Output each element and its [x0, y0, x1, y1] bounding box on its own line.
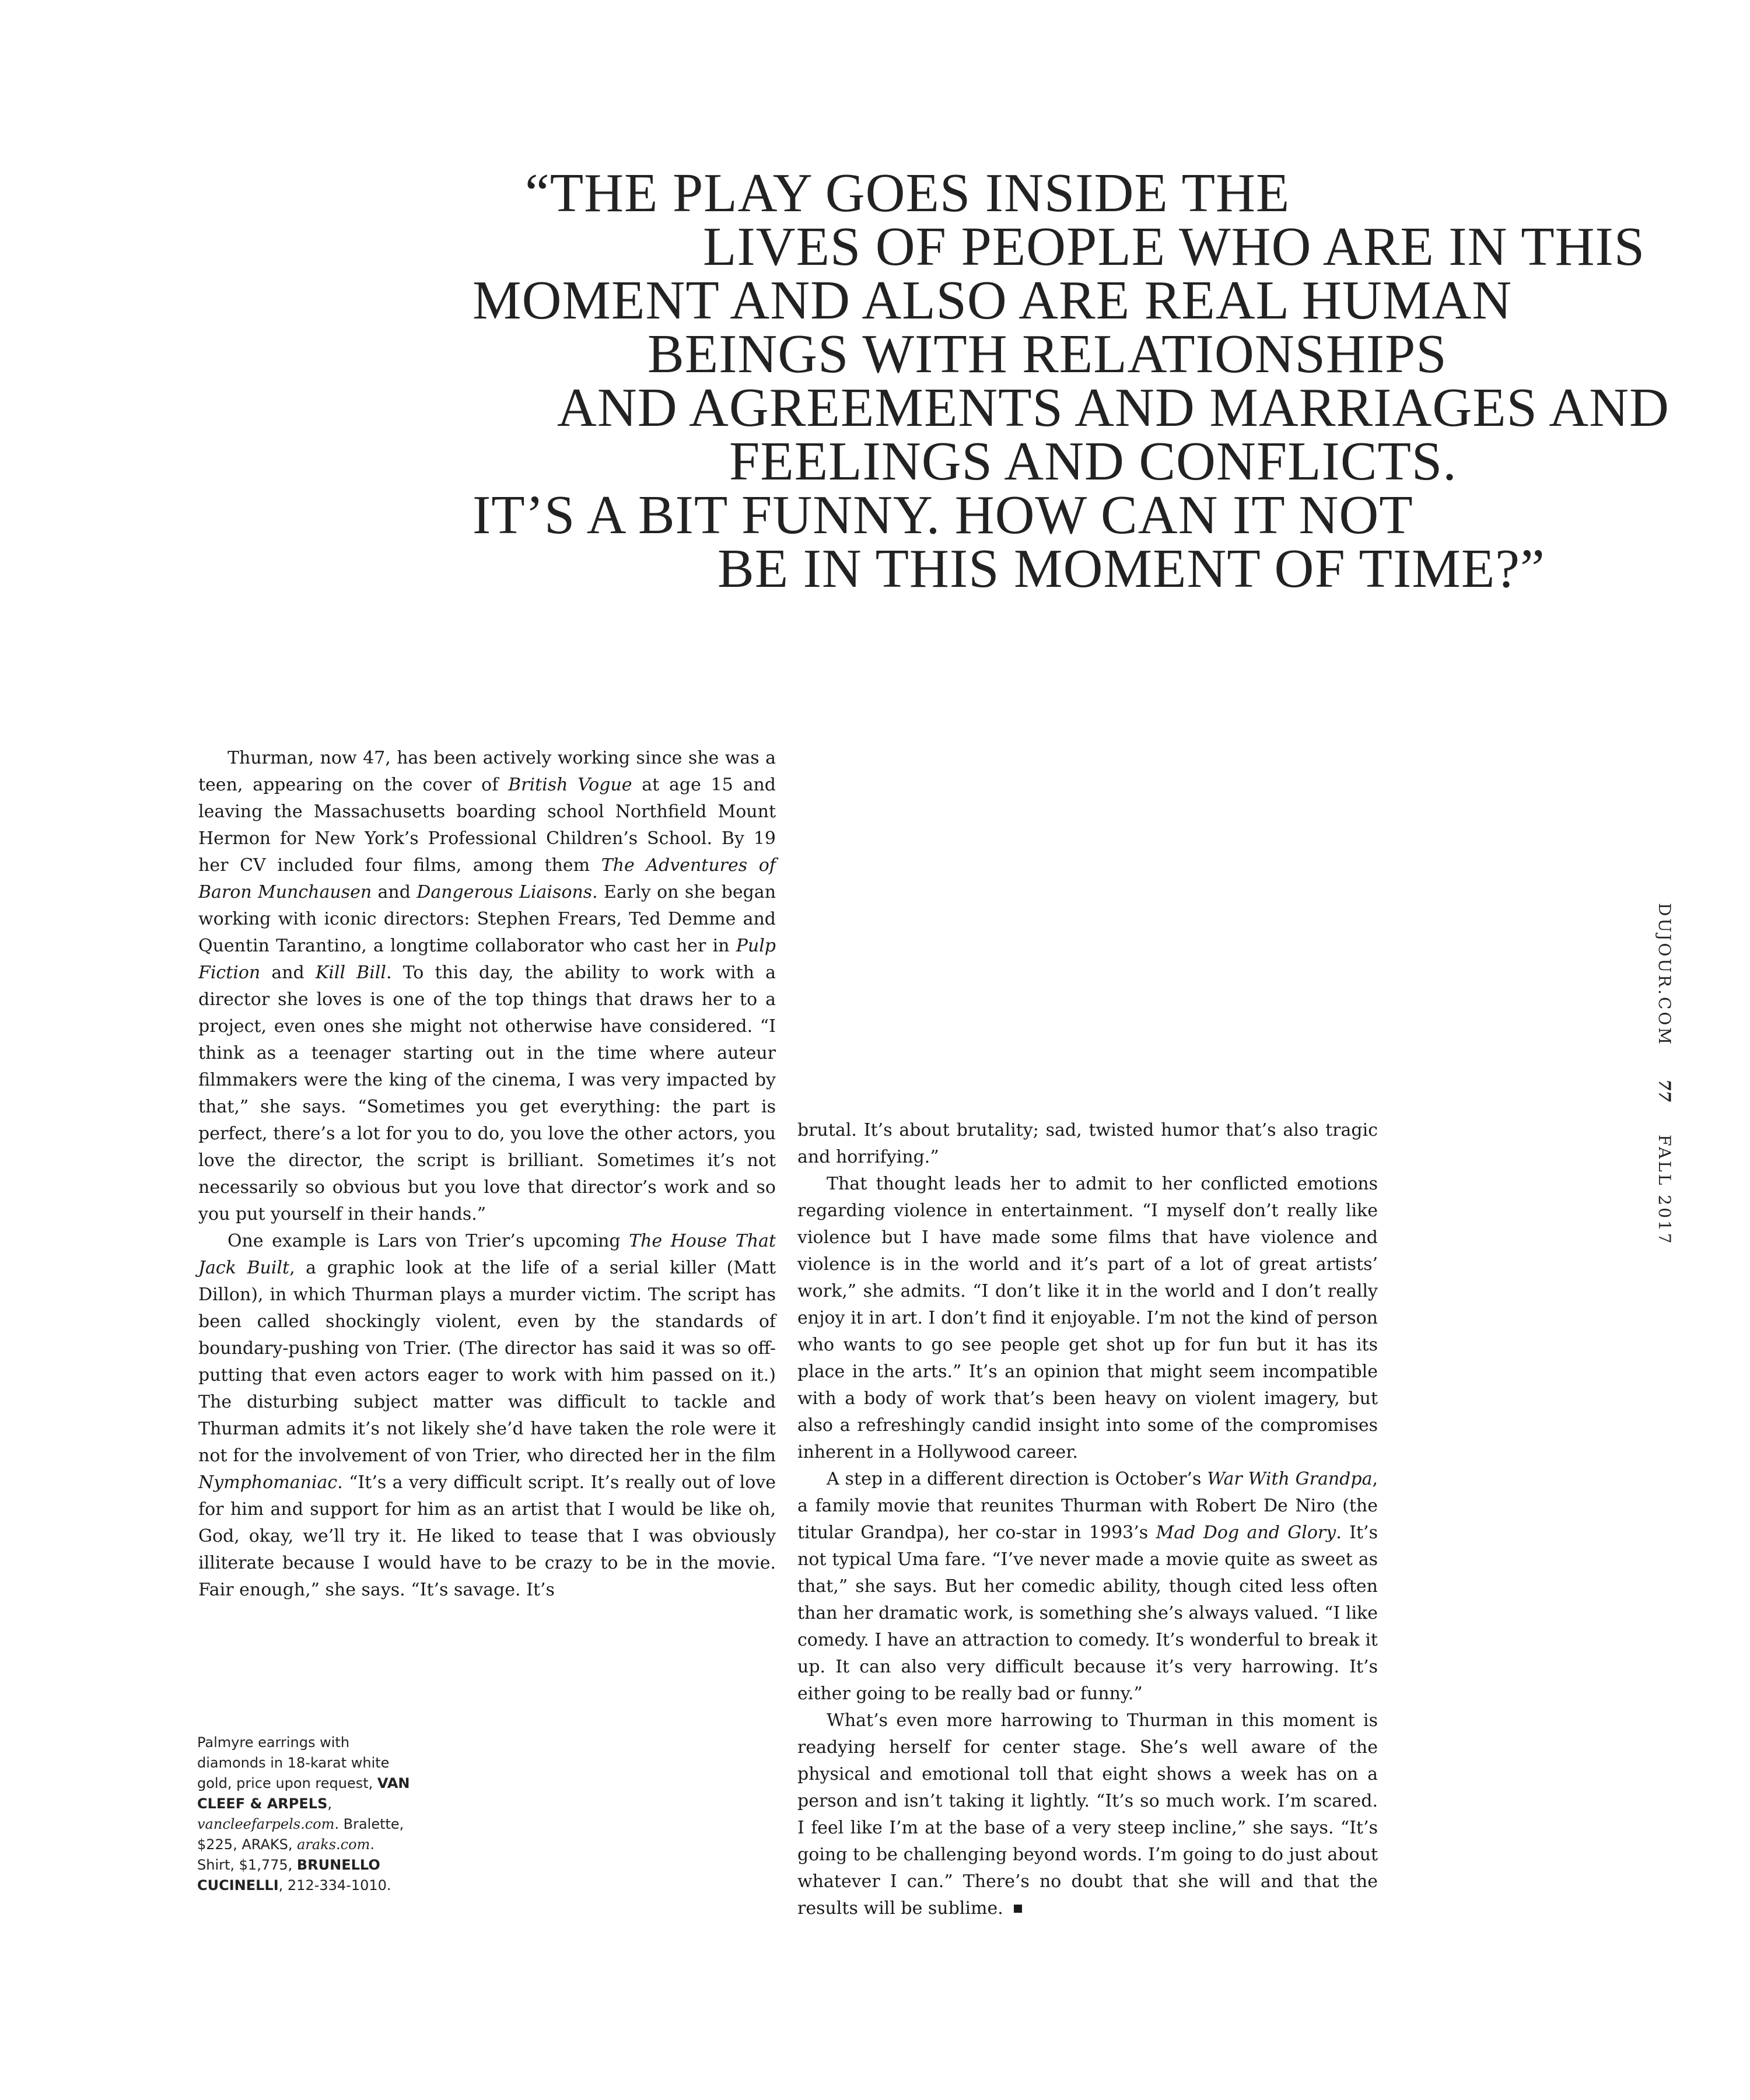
- text-run: and: [372, 882, 417, 902]
- article-paragraph: [797, 1466, 1378, 1707]
- title-reference: Nymphomaniac: [198, 1472, 338, 1493]
- brand-name: VAN CLEEF & ARPELS: [197, 1775, 410, 1812]
- text-run: What’s even more harrowing to Thurman in this moment is readying herself for center stage. She’s well aware of the physical and emotional toll that eight shows a week has on a person and isn’t taking it lightly. “It’s so much work. I’m scared. I feel like I’m at the base of a very steep incline,” she says. “It’s going to be challenging beyond words. I’m going to do just about whatever I can.” There’s no doubt that she will and that the results will be sublime.: [797, 1710, 1378, 1919]
- text-run: , a family movie that reunites Thurman with Robert De Niro (the titular Grandpa), her co-star in 1993’s: [797, 1469, 1378, 1543]
- article-paragraph: [797, 1707, 1378, 1922]
- title-reference: War With Grandpa: [1207, 1469, 1373, 1489]
- caption-text: , 212-334-1010.: [278, 1877, 391, 1894]
- title-reference: Pulp Fiction: [198, 936, 776, 983]
- pull-quote-line: “THE PLAY GOES INSIDE THE: [525, 163, 1290, 223]
- caption-text: Palmyre earrings with diamonds in 18-karat white gold, price upon request,: [197, 1734, 390, 1791]
- pull-quote-line: IT’S A BIT FUNNY. HOW CAN IT NOT: [473, 485, 1413, 545]
- article-paragraph: [198, 1228, 776, 1604]
- text-run: . “It’s a very difficult script. It’s really out of love for him and support for him as an artist that I would be like oh, God, okay, we’ll try it. He liked to tease that I was obviously illiterate because I would have to be crazy to be in the movie. Fair enough,” she says. “It’s savage. It’s: [198, 1472, 776, 1600]
- folio-issue: FALL 2017: [1655, 1135, 1674, 1246]
- page-folio: [1655, 887, 1674, 1262]
- brand-name: BRUNELLO CUCINELLI: [197, 1857, 380, 1894]
- caption-text: . Bralette, $225, ARAKS,: [197, 1816, 404, 1853]
- brand-website: vancleefarpels.com: [197, 1816, 335, 1832]
- text-run: . Early on she began working with iconic directors: Stephen Frears, Ted Demme and Quentin Tarantino, a longtime collaborator who cast her in: [198, 882, 776, 956]
- pull-quote-line: FEELINGS AND CONFLICTS.: [729, 431, 1457, 492]
- text-run: at age 15 and leaving the Massachusetts boarding school Northfield Mount Hermon for New York’s Professional Children’s School. By 19 her CV included four films, among them: [198, 775, 776, 876]
- title-reference: The House That Jack Built: [198, 1231, 776, 1278]
- text-run: , a graphic look at the life of a serial killer (Matt Dillon), in which Thurman plays a murder victim. The script has been called shockingly violent, even by the standards of boundary-pushing von Trier. (The director has said it was so off-putting that even actors eager to work with him passed on it.) The disturbing subject matter was difficult to tackle and Thurman admits it’s not likely she’d have taken the role were it not for the involvement of von Trier, who directed her in the film: [198, 1258, 776, 1466]
- pull-quote-line: BE IN THIS MOMENT OF TIME?”: [718, 538, 1545, 599]
- article-paragraph: [198, 745, 776, 1228]
- pull-quote-line: LIVES OF PEOPLE WHO ARE IN THIS: [703, 216, 1646, 277]
- article-column-left: [198, 745, 776, 1604]
- text-run: brutal. It’s about brutality; sad, twisted humor that’s also tragic and horrifying.”: [797, 1120, 1378, 1167]
- article-column-right: [797, 1117, 1378, 1922]
- pull-quote-line: BEINGS WITH RELATIONSHIPS: [648, 324, 1447, 384]
- title-reference: Dangerous Liaisons: [416, 882, 593, 902]
- text-run: and: [260, 963, 316, 983]
- folio-page-number: 77: [1655, 1079, 1674, 1102]
- end-mark-icon: [1014, 1905, 1022, 1913]
- title-reference: Mad Dog and Glory: [1156, 1522, 1336, 1543]
- title-reference: British Vogue: [508, 775, 632, 795]
- pull-quote-line: AND AGREEMENTS AND MARRIAGES AND: [557, 377, 1670, 438]
- text-run: . It’s not typical Uma fare. “I’ve never made a movie quite as sweet as that,” she says. But her comedic ability, though cited less often than her dramatic work, is something she’s always valued. “I like comedy. I have an attraction to comedy. It’s wonderful to break it up. It can also very difficult because it’s very harrowing. It’s either going to be really bad or funny.”: [797, 1522, 1378, 1704]
- article-paragraph: [797, 1171, 1378, 1466]
- article-paragraph: [797, 1117, 1378, 1171]
- text-run: A step in a different direction is October’s: [827, 1469, 1208, 1489]
- text-run: Thurman, now 47, has been actively working since she was a teen, appearing on the cover of: [198, 748, 776, 795]
- caption-text: . Shirt, $1,775,: [197, 1836, 374, 1873]
- brand-website: araks.com: [297, 1836, 370, 1853]
- caption-text: ,: [327, 1796, 332, 1812]
- title-reference: Kill Bill: [315, 963, 386, 983]
- text-run: . To this day, the ability to work with a director she loves is one of the top things that draws her to a project, even ones she might not otherwise have considered. “I think as a teenager starting out in the time where auteur filmmakers were the king of the cinema, I was very impacted by that,” she says. “Sometimes you get everything: the part is perfect, there’s a lot for you to do, you love the other actors, you love the director, the script is brilliant. Sometimes it’s not necessarily so obvious but you love that director’s work and so you put yourself in their hands.”: [198, 963, 776, 1224]
- title-reference: The Adventures of Baron Munchausen: [198, 855, 776, 902]
- text-run: One example is Lars von Trier’s upcoming: [228, 1231, 629, 1251]
- pull-quote-line: MOMENT AND ALSO ARE REAL HUMAN: [473, 270, 1513, 331]
- pull-quote: [455, 163, 1670, 599]
- folio-site: DUJOUR.COM: [1655, 903, 1674, 1047]
- photo-credit-caption: [197, 1732, 413, 1896]
- text-run: That thought leads her to admit to her conflicted emotions regarding violence in entertainment. “I myself don’t really like violence but I have made some films that have violence and violence is in the world and it’s part of a lot of great artists’ work,” she admits. “I don’t like it in the world and I don’t really enjoy it in art. I don’t find it enjoyable. I’m not the kind of person who wants to go see people get shot up for fun but it has its place in the arts.” It’s an opinion that might seem incompatible with a body of work that’s been heavy on violent imagery, but also a refreshingly candid insight into some of the compromises inherent in a Hollywood career.: [797, 1174, 1378, 1462]
